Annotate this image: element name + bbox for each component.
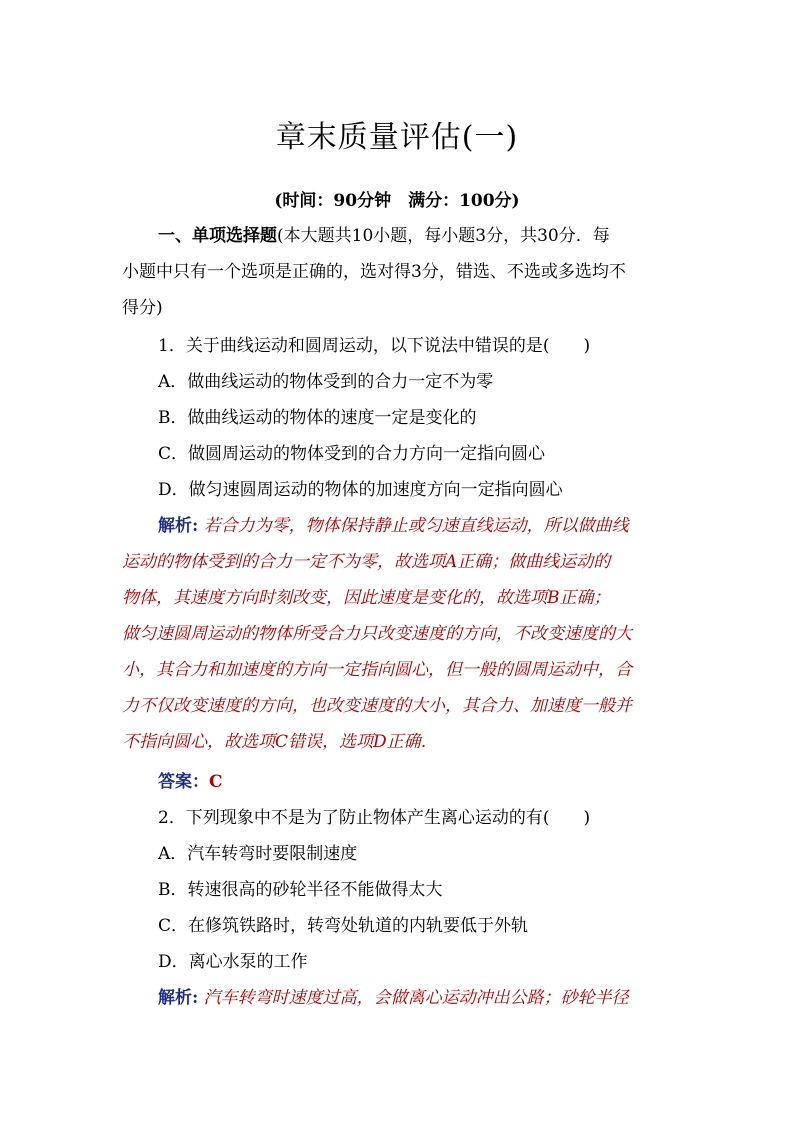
q1-answer bbox=[158, 764, 677, 800]
q1-answer-value: C bbox=[209, 772, 223, 792]
q1-analysis-line-6: 力不仅改变速度的方向，也改变速度的大小，其合力、加速度一般并 bbox=[122, 696, 632, 716]
q1-analysis-label: 解析: bbox=[158, 516, 199, 536]
section-heading: 一、单项选择题 bbox=[158, 226, 277, 246]
q1-analysis-line-1 bbox=[158, 508, 677, 544]
section-desc-3: 得分) bbox=[122, 298, 163, 318]
q2-option-c: C．在修筑铁路时，转弯处轨道的内轨要低于外轨 bbox=[158, 916, 529, 936]
q2-analysis-label: 解析: bbox=[158, 988, 199, 1008]
q1-stem: 1．关于曲线运动和圆周运动，以下说法中错误的是( ) bbox=[158, 336, 591, 356]
q1-analysis-line-3: 物体，其速度方向时刻改变，因此速度是变化的，故选项B正确； bbox=[122, 588, 611, 608]
q2-stem: 2．下列现象中不是为了防止物体产生离心运动的有( ) bbox=[158, 808, 591, 828]
page-title: 章末质量评估(一) bbox=[275, 120, 519, 155]
q1-analysis-text-1: 若合力为零，物体保持静止或匀速直线运动，所以做曲线 bbox=[198, 516, 629, 536]
q1-analysis-line-4: 做匀速圆周运动的物体所受合力只改变速度的方向，不改变速度的大 bbox=[122, 624, 632, 644]
q2-analysis-text-1: 汽车转弯时速度过高，会做离心运动冲出公路；砂轮半径 bbox=[198, 988, 629, 1008]
section-heading-line bbox=[158, 218, 677, 254]
section-desc-2: 小题中只有一个选项是正确的，选对得3分，错选、不选或多选均不 bbox=[122, 262, 626, 282]
q1-analysis-line-2: 运动的物体受到的合力一定不为零，故选项A正确；做曲线运动的 bbox=[122, 552, 611, 572]
q2-option-b: B．转速很高的砂轮半径不能做得太大 bbox=[158, 880, 443, 900]
q1-option-b: B．做曲线运动的物体的速度一定是变化的 bbox=[158, 408, 477, 428]
q1-analysis-line-5: 小，其合力和加速度的方向一定指向圆心，但一般的圆周运动中，合 bbox=[122, 660, 632, 680]
q1-option-c: C．做圆周运动的物体受到的合力方向一定指向圆心 bbox=[158, 444, 546, 464]
section-desc-1: (本大题共10小题，每小题3分，共30分．每 bbox=[277, 226, 610, 246]
exam-meta: (时间：90分钟 满分：100分) bbox=[274, 191, 520, 211]
q1-option-d: D．做匀速圆周运动的物体的加速度方向一定指向圆心 bbox=[158, 480, 563, 500]
q2-analysis-line-1 bbox=[158, 980, 677, 1016]
q2-option-a: A．汽车转弯时要限制速度 bbox=[158, 844, 358, 864]
q2-option-d: D．离心水泵的工作 bbox=[158, 952, 308, 972]
q1-analysis-line-7: 不指向圆心，故选项C错误，选项D正确． bbox=[122, 732, 438, 752]
q1-option-a: A．做曲线运动的物体受到的合力一定不为零 bbox=[158, 372, 494, 392]
q1-answer-label: 答案： bbox=[158, 772, 209, 792]
